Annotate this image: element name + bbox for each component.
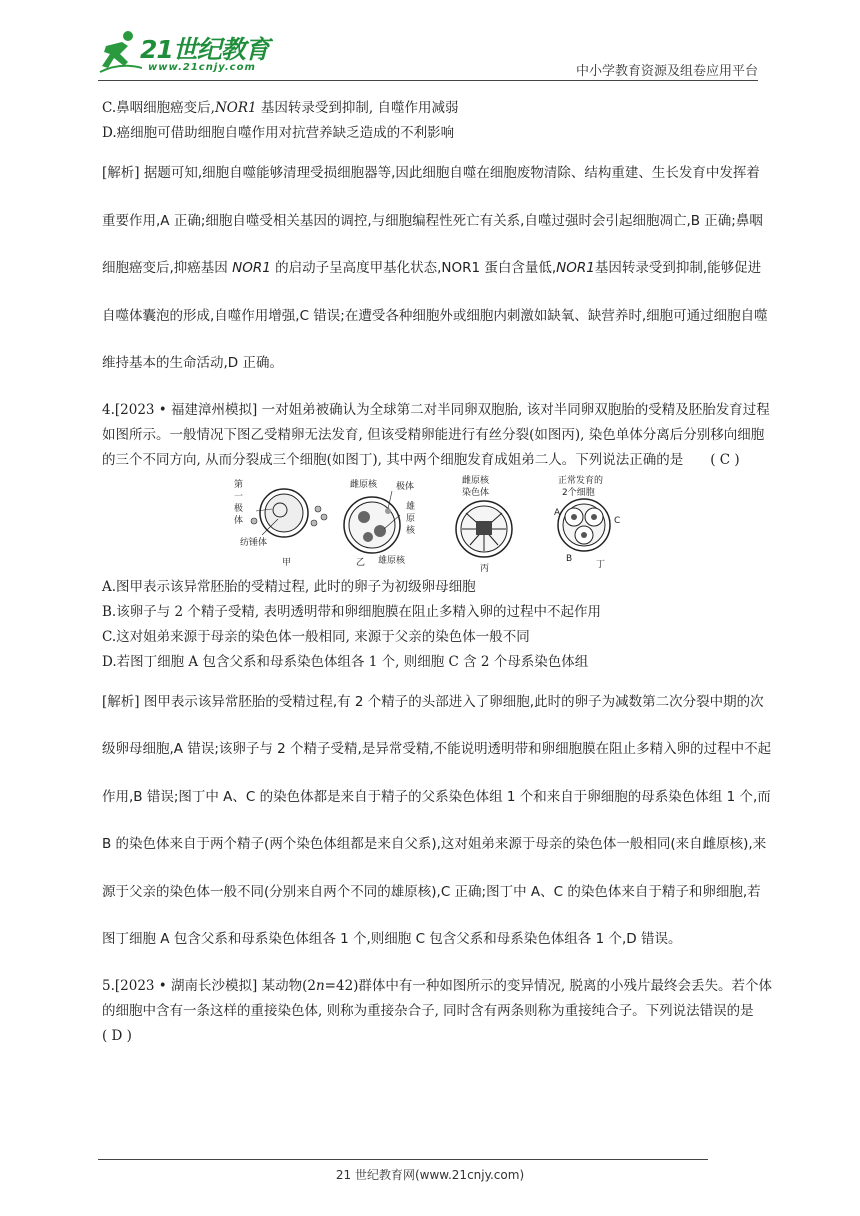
label-female-nucleus: 雌原核 <box>350 479 378 490</box>
page-header <box>98 28 758 84</box>
label-jia-2: 一 <box>234 491 244 502</box>
label-ding-b: B <box>566 553 573 564</box>
solution-tag: [解析] <box>102 165 140 181</box>
panel-yi <box>344 478 416 568</box>
label-male-2: 原 <box>406 513 416 524</box>
label-ding-c: C <box>614 515 621 526</box>
fertilization-diagram <box>232 475 632 575</box>
q5-stem: 5.[2023 • 湖南长沙模拟] 某动物(2n=42)群体中有一种如图所示的变异情况, 脱离的小残片最终会丢失。若个体的细胞中含有一条这样的重接染色体, 则称为重接杂合子, 同时含有两条则称为重接纯合子。下列说法错误的是 ( D ) <box>102 977 773 1044</box>
q3-option-c: C.鼻咽细胞癌变后,NOR1 基因转录受到抑制, 自噬作用减弱 <box>102 100 459 116</box>
label-polar-body: 极体 <box>396 481 415 492</box>
panel-name-yi: 乙 <box>356 557 366 568</box>
q4-option-a: A.图甲表示该异常胚胎的受精过程, 此时的卵子为初级卵母细胞 <box>102 578 476 595</box>
q4-option-d: D.若图丁细胞 A 包含父系和母系染色体组各 1 个, 则细胞 C 含 2 个母系染色体组 <box>102 653 589 670</box>
q3-option-d: D.癌细胞可借助细胞自噬作用对抗营养缺乏造成的不利影响 <box>102 125 455 141</box>
label-male-nucleus: 雄原核 <box>378 555 406 566</box>
q3-solution: [解析] 据题可知,细胞自噬能够清理受损细胞器等,因此细胞自噬在细胞废物清除、结构重建、生长发育中发挥着重要作用,A 正确;细胞自噬受相关基因的调控,与细胞编程性死亡有关系,自噬过强时会引起细胞凋亡,B 正确;鼻咽细胞癌变后,抑癌基因 NOR1 的启动子呈高度甲基化状态,NOR1 蛋白含量低,NOR1基因转录受到抑制,能够促进自噬体囊泡的形成,自噬作用增强,C 错误;在遭受各种细胞外或细胞内刺激如缺氧、缺营养时,细胞可通过细胞自噬维持基本的生命活动,D 正确。 <box>102 165 768 371</box>
site-logo <box>98 28 278 78</box>
panel-name-jia: 甲 <box>282 557 292 568</box>
logo-url: www.21cnjy.com <box>148 62 256 73</box>
label-spindle: 纺锤体 <box>240 537 268 548</box>
q4-figure <box>102 475 772 575</box>
label-bing-female: 雌原核 <box>462 475 490 486</box>
label-jia-1: 第 <box>234 479 244 490</box>
label-jia-3: 极 <box>234 503 244 514</box>
label-ding-cells: 2个细胞 <box>562 487 595 498</box>
footer-text: 21 世纪教育网(www.21cnjy.com) <box>335 1168 525 1182</box>
header-tagline: 中小学教育资源及组卷应用平台 <box>575 64 758 79</box>
gene-name: NOR1 <box>214 100 257 116</box>
label-male-3: 核 <box>406 525 416 536</box>
q4-stem: 4.[2023 • 福建漳州模拟] 一对姐弟被确认为全球第二对半同卵双胞胎, 该对半同卵双胞胎的受精及胚胎发育过程如图所示。一般情况下图乙受精卵无法发育, 但该受精卵能进行有丝分裂(如图丙), 染色单体分离后分别移向细胞的三个不同方向, 从而分裂成三个细胞(如图丁), 其中两个细胞发育成姐弟二人。下列说法正确的是 ( C ) <box>102 401 770 468</box>
document-body <box>102 96 772 1049</box>
runner-logo-icon <box>98 28 142 74</box>
header-divider <box>98 80 758 81</box>
label-male-1: 雄 <box>406 501 416 512</box>
solution-tag: [解析] <box>102 693 140 710</box>
q4-solution: [解析] 图甲表示该异常胚胎的受精过程,有 2 个精子的头部进入了卵细胞,此时的卵子为减数第二次分裂中期的次级卵母细胞,A 错误;该卵子与 2 个精子受精,是异常受精,不能说明透明带和卵细胞膜在阻止多精入卵的过程中不起作用,B 错误;图丁中 A、C 的染色体都是来自于精子的父系染色体组 1 个和来自于卵细胞的母系染色体组 1 个,而 B 的染色体来自于两个精子(两个染色体组都是来自父系),这对姐弟来源于母亲的染色体一般相同(来自雌原核),来源于父亲的染色体一般不同(分别来自两个不同的雄原核),C 正确;图丁中 A、C 的染色体来自于精子和卵细胞,若图丁细胞 A 包含父系和母系染色体组各 1 个,则细胞 C 包含父系和母系染色体组各 1 个,D 错误。 <box>102 693 772 947</box>
panel-name-ding: 丁 <box>596 559 606 570</box>
label-bing-chromosome: 染色体 <box>462 487 490 498</box>
panel-jia <box>234 478 327 568</box>
label-jia-4: 体 <box>234 515 244 526</box>
footer-divider <box>98 1159 708 1160</box>
panel-ding <box>554 475 620 570</box>
q4-option-b: B.该卵子与 2 个精子受精, 表明透明带和卵细胞膜在阻止多精入卵的过程中不起作用 <box>102 603 601 620</box>
q4-option-c: C.这对姐弟来源于母亲的染色体一般相同, 来源于父亲的染色体一般不同 <box>102 628 530 645</box>
panel-name-bing: 丙 <box>480 563 490 574</box>
label-ding-a: A <box>554 507 561 518</box>
label-ding-normal: 正常发育的 <box>558 475 604 486</box>
logo-text: 21世纪教育 <box>140 35 269 64</box>
panel-bing <box>456 475 512 574</box>
